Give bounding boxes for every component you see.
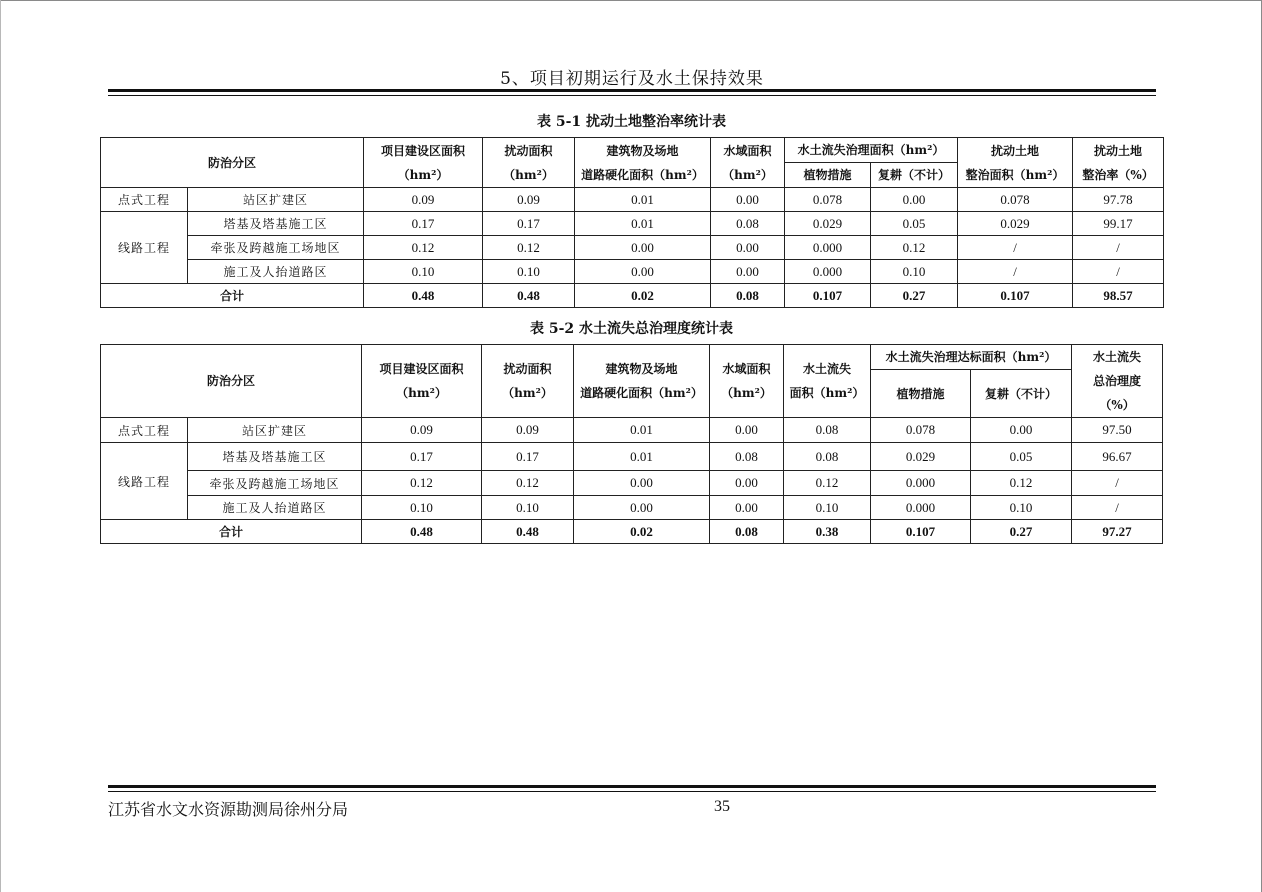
- table1-total-cell: 0.107: [958, 284, 1073, 308]
- table1-cell: 0.09: [364, 188, 483, 212]
- table2-cell: 96.67: [1072, 443, 1163, 471]
- table1-total-label: 合计: [101, 284, 364, 308]
- table1-row-name: 牵张及跨越施工场地区: [188, 236, 364, 260]
- table1-cell: /: [958, 260, 1073, 284]
- page-frame-left: [0, 0, 1, 892]
- table1-total-cell: 0.48: [364, 284, 483, 308]
- footer-organization: 江苏省水文水资源勘测局徐州分局: [108, 800, 349, 819]
- table1-cell: 99.17: [1073, 212, 1164, 236]
- table2-total-cell: 0.08: [710, 520, 784, 544]
- table1-row-name: 施工及人抬道路区: [188, 260, 364, 284]
- table2-cell: 0.12: [362, 471, 482, 496]
- table2-cell: 0.08: [784, 418, 871, 443]
- table1-total-cell: 0.02: [575, 284, 711, 308]
- table2-cell: 0.01: [574, 443, 710, 471]
- table1-header-recult: 复耕（不计）: [871, 163, 958, 188]
- footer-rule-thin: [108, 791, 1156, 792]
- table2-total-row: [101, 520, 1163, 544]
- table1-cell: 0.12: [871, 236, 958, 260]
- table2-total-cell: 0.107: [871, 520, 971, 544]
- table2-cell: /: [1072, 496, 1163, 520]
- table1-cell: 0.01: [575, 212, 711, 236]
- table1-total-cell: 0.08: [711, 284, 785, 308]
- table2-total-label: 合计: [101, 520, 362, 544]
- table1-row-name: 站区扩建区: [188, 188, 364, 212]
- table1-header-restored: 扰动土地 整治面积（hm²）: [958, 138, 1073, 188]
- footer-rule-thick: [108, 785, 1156, 788]
- table2-cell: 0.029: [871, 443, 971, 471]
- table2-cell: 0.10: [482, 496, 574, 520]
- table1-cell: 0.01: [575, 188, 711, 212]
- table1-cell: 0.00: [575, 260, 711, 284]
- table1-total-cell: 98.57: [1073, 284, 1164, 308]
- table2-row: [101, 471, 1163, 496]
- table2-cell: 0.17: [482, 443, 574, 471]
- table1-cell: 0.078: [785, 188, 871, 212]
- table1-cell: 0.000: [785, 260, 871, 284]
- table1-cell: /: [958, 236, 1073, 260]
- table1-cell: 0.05: [871, 212, 958, 236]
- table1-cell: 0.10: [364, 260, 483, 284]
- table1-cell: 0.10: [483, 260, 575, 284]
- table2-cell: 0.12: [784, 471, 871, 496]
- table1-total-cell: 0.48: [483, 284, 575, 308]
- table2-cell: 0.09: [362, 418, 482, 443]
- table2-total-cell: 0.48: [482, 520, 574, 544]
- table2-header-hard-area: 建筑物及场地 道路硬化面积（hm²）: [574, 345, 710, 418]
- table2-cell: 0.078: [871, 418, 971, 443]
- table1-group-point: 点式工程: [101, 188, 188, 212]
- table2-cell: 0.00: [710, 496, 784, 520]
- table2-caption: 表 5-2 水土流失总治理度统计表: [529, 321, 734, 337]
- table1-cell: 0.078: [958, 188, 1073, 212]
- table2-cell: 0.09: [482, 418, 574, 443]
- table1-header-water-area: 水域面积 （hm²）: [711, 138, 785, 188]
- page-number: 35: [714, 798, 730, 815]
- table1-row: [101, 188, 1164, 212]
- table1-cell: 0.00: [711, 260, 785, 284]
- table1-cell: /: [1073, 236, 1164, 260]
- table1-cell: 0.17: [364, 212, 483, 236]
- table1-header-disturb-area: 扰动面积 （hm²）: [483, 138, 575, 188]
- table2-cell: 0.10: [784, 496, 871, 520]
- header-rule-thick: [108, 89, 1156, 92]
- table1-cell: 0.09: [483, 188, 575, 212]
- table2-cell: 0.00: [574, 496, 710, 520]
- header-rule-thin: [108, 95, 1156, 96]
- table1-header-plant: 植物措施: [785, 163, 871, 188]
- table2-total-cell: 0.27: [971, 520, 1072, 544]
- table1-header-erosion-group: 水土流失治理面积（hm²）: [785, 138, 958, 163]
- table1-cell: /: [1073, 260, 1164, 284]
- table1-row: [101, 212, 1164, 236]
- table2-header-erosion-area: 水土流失 面积（hm²）: [784, 345, 871, 418]
- table2-cell: 0.10: [971, 496, 1072, 520]
- table2-row-name: 施工及人抬道路区: [188, 496, 362, 520]
- table2-cell: 0.05: [971, 443, 1072, 471]
- table2-header-plant: 植物措施: [871, 370, 971, 418]
- table1-total-row: [101, 284, 1164, 308]
- table2-header-recult: 复耕（不计）: [971, 370, 1072, 418]
- table2-header-disturb-area: 扰动面积 （hm²）: [482, 345, 574, 418]
- table2-cell: 0.12: [971, 471, 1072, 496]
- table1-cell: 97.78: [1073, 188, 1164, 212]
- table2-row: [101, 496, 1163, 520]
- table2-group-line: 线路工程: [101, 443, 188, 520]
- table2-row: [101, 418, 1163, 443]
- table1-cell: 0.00: [575, 236, 711, 260]
- table1-row: [101, 236, 1164, 260]
- table1: [100, 137, 1164, 308]
- table2-row-name: 站区扩建区: [188, 418, 362, 443]
- table1-group-line: 线路工程: [101, 212, 188, 284]
- table1-row: [101, 260, 1164, 284]
- table1-cell: 0.17: [483, 212, 575, 236]
- table2-cell: 0.08: [784, 443, 871, 471]
- table2-cell: /: [1072, 471, 1163, 496]
- table1-cell: 0.029: [958, 212, 1073, 236]
- table2-total-cell: 0.38: [784, 520, 871, 544]
- table2-row-name: 塔基及塔基施工区: [188, 443, 362, 471]
- table2-header-build-area: 项目建设区面积 （hm²）: [362, 345, 482, 418]
- table1-cell: 0.00: [711, 188, 785, 212]
- table1-cell: 0.08: [711, 212, 785, 236]
- table2-cell: 97.50: [1072, 418, 1163, 443]
- table1-total-cell: 0.107: [785, 284, 871, 308]
- table1-header-hard-area: 建筑物及场地 道路硬化面积（hm²）: [575, 138, 711, 188]
- table2-total-cell: 0.48: [362, 520, 482, 544]
- table2-cell: 0.12: [482, 471, 574, 496]
- table1-header-rate: 扰动土地 整治率（%）: [1073, 138, 1164, 188]
- table2-total-cell: 97.27: [1072, 520, 1163, 544]
- table1-cell: 0.12: [483, 236, 575, 260]
- table2-cell: 0.00: [574, 471, 710, 496]
- table2-row-name: 牵张及跨越施工场地区: [188, 471, 362, 496]
- table1-caption: 表 5-1 扰动土地整治率统计表: [536, 114, 727, 130]
- table2: [100, 344, 1163, 544]
- table2-cell: 0.08: [710, 443, 784, 471]
- table2-row: [101, 443, 1163, 471]
- page-frame-top: [0, 0, 1262, 1]
- table2-cell: 0.10: [362, 496, 482, 520]
- table1-cell: 0.029: [785, 212, 871, 236]
- table1-row-name: 塔基及塔基施工区: [188, 212, 364, 236]
- table2-cell: 0.000: [871, 471, 971, 496]
- table1-header-zone: 防治分区: [101, 138, 364, 188]
- table2-cell: 0.00: [971, 418, 1072, 443]
- table2-cell: 0.17: [362, 443, 482, 471]
- table1-cell: 0.000: [785, 236, 871, 260]
- table1-cell: 0.00: [871, 188, 958, 212]
- table2-header-rate: 水土流失 总治理度 （%）: [1072, 345, 1163, 418]
- table2-header-zone: 防治分区: [101, 345, 362, 418]
- table2-cell: 0.00: [710, 471, 784, 496]
- table1-cell: 0.10: [871, 260, 958, 284]
- table1-cell: 0.00: [711, 236, 785, 260]
- table1-total-cell: 0.27: [871, 284, 958, 308]
- table2-total-cell: 0.02: [574, 520, 710, 544]
- page-header-title: 5、项目初期运行及水土保持效果: [500, 69, 764, 89]
- table2-cell: 0.000: [871, 496, 971, 520]
- table1-cell: 0.12: [364, 236, 483, 260]
- table1-header-build-area: 项目建设区面积 （hm²）: [364, 138, 483, 188]
- table2-cell: 0.01: [574, 418, 710, 443]
- table2-group-point: 点式工程: [101, 418, 188, 443]
- table2-header-water-area: 水域面积 （hm²）: [710, 345, 784, 418]
- table2-cell: 0.00: [710, 418, 784, 443]
- table2-header-treated-group: 水土流失治理达标面积（hm²）: [871, 345, 1072, 370]
